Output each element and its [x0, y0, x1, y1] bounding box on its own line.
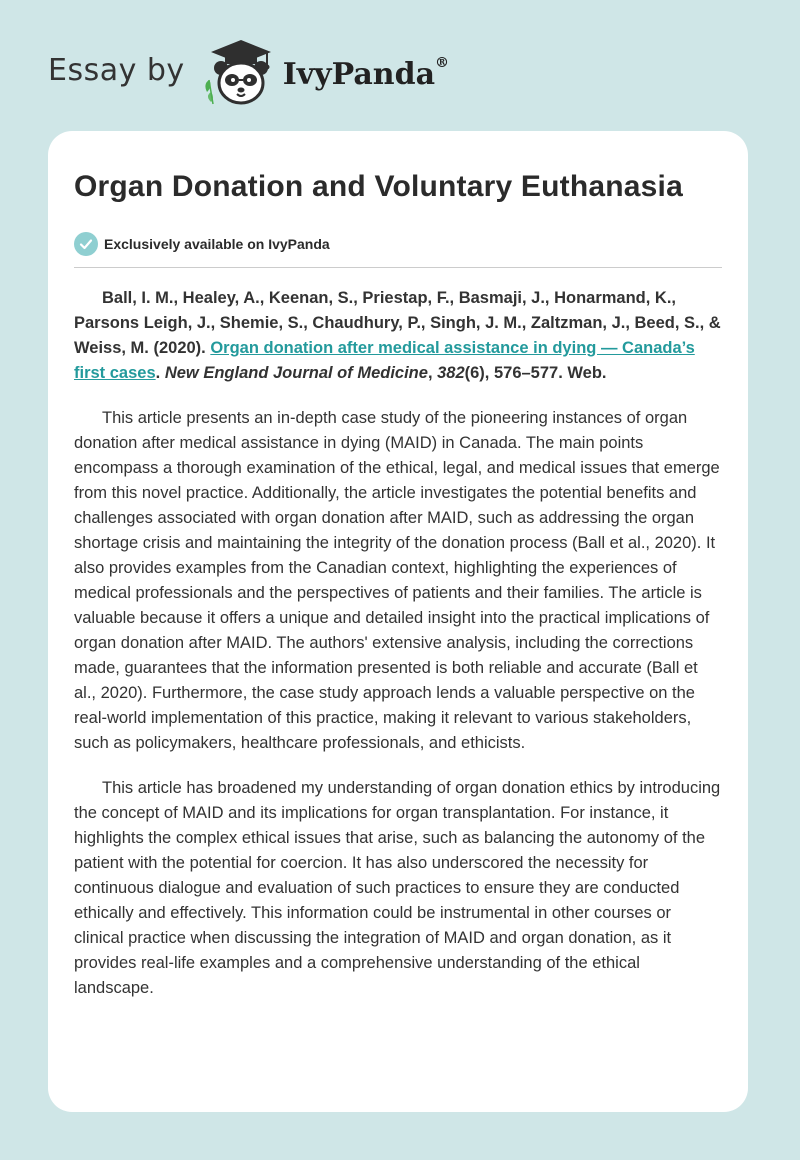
page-title: Organ Donation and Voluntary Euthanasia — [74, 170, 683, 203]
journal-name: New England Journal of Medicine — [164, 364, 428, 382]
essay-card — [48, 131, 748, 1112]
essay-by-label: Essay by — [48, 52, 185, 88]
panda-logo-icon — [199, 36, 279, 108]
journal-volume: 382 — [437, 364, 465, 382]
divider — [74, 267, 722, 268]
paragraph-reflection: This article has broadened my understanding of organ donation ethics by introducing the concept of MAID and its implications for organ transplantation. For instance, it highlights the complex ethical issues that arise, such as balancing the autonomy of the patient with the potential for coercion. It has also underscored the necessity for continuous dialogue and evaluation of such practices to ensure they are conducted ethically and effectively. This information could be instrumental in other courses or clinical practice when discussing the integration of MAID and organ donation, as it provides real-life examples and a comprehensive understanding of the ethical landscape. — [74, 779, 721, 997]
citation-authors: Ball, I. M., Healey, A., Keenan, S., Priestap, F., Basmaji, J., Honarmand, K., Parsons Leigh, J., Shemie, S., Chaudhury, P., Singh, J. M., Zaltzman, J., Beed, S., & Weiss, M. (2020). — [74, 289, 721, 357]
registered-mark: ® — [435, 54, 450, 71]
paragraph-summary: This article presents an in-depth case study of the pioneering instances of organ donation after medical assistance in dying (MAID) in Canada. The main points encompass a thorough examination of the ethical, legal, and medical issues that emerge from this novel practice. Additionally, the article investigates the potential benefits and challenges associated with organ donation after MAID, such as addressing the organ shortage crisis and maintaining the integrity of the donation process (Ball et al., 2020). It also provides examples from the Canadian context, highlighting the experiences of medical professionals and the perspectives of patients and their families. The article is valuable because it offers a unique and detailed insight into the practical implications of organ donation after MAID. The authors' extensive analysis, including the corrections made, guarantees that the information presented is both reliable and accurate (Ball et al., 2020). Furthermore, the case study approach lends a valuable perspective on the real-world implementation of this practice, making it relevant to various stakeholders, such as policymakers, healthcare professionals, and ethicists. — [74, 409, 720, 752]
site-header — [48, 36, 449, 108]
reference-citation: Ball, I. M., Healey, A., Keenan, S., Priestap, F., Basmaji, J., Honarmand, K., Parsons Leigh, J., Shemie, S., Chaudhury, P., Singh, J. M., Zaltzman, J., Beed, S., & Weiss, M. (2020). Organ donation after medical assistance in dying — Canada’s first cases. New England Journal of Medicine, 382(6), 576–577. Web. — [74, 289, 721, 382]
article-link[interactable]: Organ donation after medical assistance in dying — Canada’s first cases — [74, 339, 695, 382]
exclusive-badge-label: Exclusively available on IvyPanda — [104, 236, 330, 252]
exclusive-badge — [74, 231, 722, 257]
brand-name[interactable]: IvyPanda® — [282, 54, 450, 92]
check-icon — [74, 232, 98, 256]
